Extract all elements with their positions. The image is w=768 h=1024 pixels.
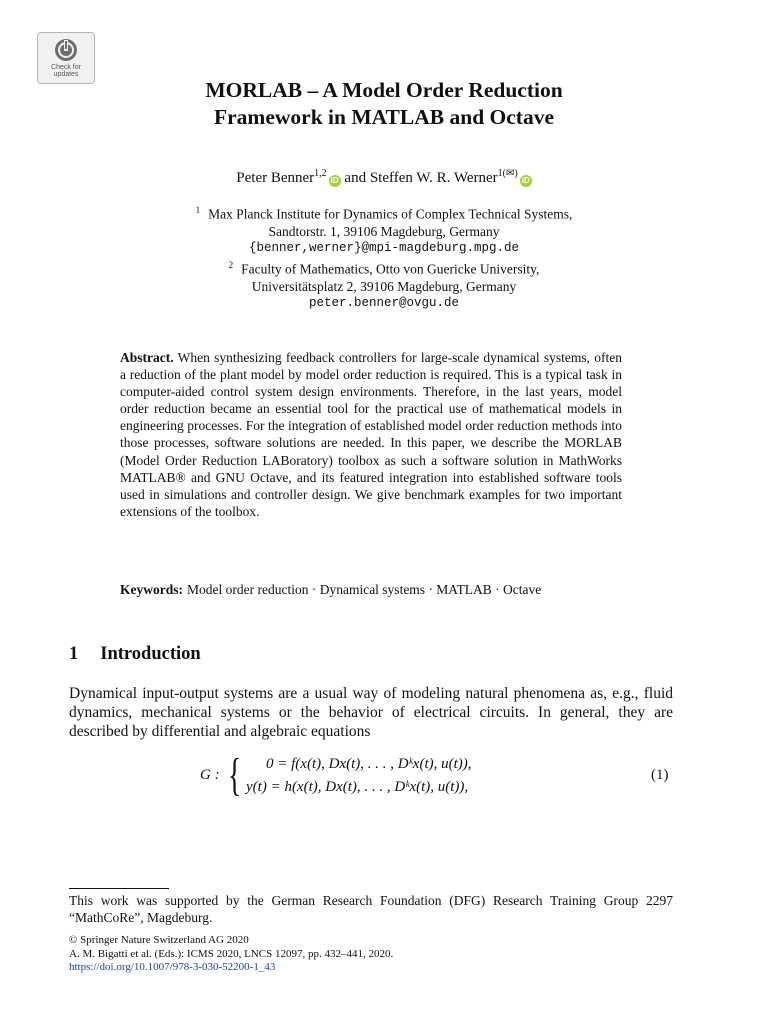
check-for-updates-icon (53, 37, 79, 63)
footnote: This work was supported by the German Research Foundation (DFG) Research Training Group 2297 “MathCoRe”, Magdeburg. (69, 893, 673, 926)
citation-line: A. M. Bigatti et al. (Eds.): ICMS 2020, LNCS 12097, pp. 432–441, 2020. (69, 947, 394, 960)
affil-2-line-1: Faculty of Mathematics, Otto von Guericke University, (241, 261, 540, 277)
abstract-label: Abstract. (120, 350, 174, 365)
abstract (120, 349, 622, 520)
intro-paragraph: Dynamical input-output systems are a usual way of modeling natural phenomena as, e.g., fluid dynamics, mechanical systems or the behavior of electrical circuits. In general, they are described by differential and algebraic equations (69, 685, 673, 741)
abstract-text: When synthesizing feedback controllers for large-scale dynamical systems, often a reduction of the plant model by model order reduction is required. This is a typical task in computer-aided control system design environments. Therefore, in the last years, model order reduction became an essential tool for the practical use of mathematical models in engineering processes. For the integration of established model order reduction methods into those processes, software solutions are needed. In this paper, we describe the MORLAB (Model Order Reduction LABoratory) toolbox as such a software solution in MathWorks MATLAB® and GNU Octave, and its featured integration into established software tools used in simulations and controller design. We give benchmark examples for two important extensions of the toolbox. (120, 350, 622, 519)
section-number: 1 (69, 644, 79, 664)
equation-line-1: 0 = f(x(t), Dx(t), . . . , Dᵏx(t), u(t)), (266, 756, 472, 772)
footnote-rule (69, 888, 169, 889)
paper-title (0, 77, 768, 131)
doi-link[interactable]: https://doi.org/10.1007/978-3-030-52200-1_43 (69, 961, 276, 973)
affil-1-line-2: Sandtorstr. 1, 39106 Magdeburg, Germany (268, 223, 500, 239)
equation-brace: { (228, 749, 242, 800)
equation-1 (0, 750, 768, 806)
affil-2-line-2: Universitätsplatz 2, 39106 Magdeburg, Germany (251, 279, 517, 295)
section-heading (69, 644, 201, 665)
equation-number: (1) (651, 767, 669, 783)
author-conjunction: and (344, 170, 367, 186)
title-line-1: MORLAB – A Model Order Reduction (205, 78, 563, 102)
section-title: Introduction (100, 644, 201, 664)
equation-line-2: y(t) = h(x(t), Dx(t), . . . , Dᵏx(t), u(t)), (246, 779, 469, 795)
keywords-label: Keywords: (120, 582, 183, 597)
author-1-name: Peter Benner (236, 170, 315, 186)
check-for-updates-label: Check for updates (51, 64, 81, 78)
copyright-line: © Springer Nature Switzerland AG 2020 (69, 934, 249, 946)
affil-2-email[interactable]: peter.benner@ovgu.de (308, 296, 460, 311)
orcid-icon[interactable]: iD (330, 176, 339, 185)
author-list (0, 168, 768, 187)
keywords-text: Model order reduction · Dynamical systems · MATLAB · Octave (187, 582, 542, 597)
affil-1-email[interactable]: {benner,werner}@mpi-magdeburg.mpg.de (248, 241, 520, 256)
equation-lhs: G : (200, 767, 220, 783)
affil-1-line-1: Max Planck Institute for Dynamics of Complex Technical Systems, (208, 206, 573, 222)
keywords (120, 581, 622, 598)
affil-2-num: 2 (228, 260, 234, 271)
author-2-affil: 1(✉) (497, 168, 518, 179)
affiliations (0, 202, 768, 313)
copyright-block (69, 934, 393, 975)
affil-1-num: 1 (195, 205, 201, 215)
orcid-icon[interactable]: iD (521, 176, 530, 185)
author-2-name: Steffen W. R. Werner (369, 170, 498, 186)
title-line-2: Framework in MATLAB and Octave (214, 105, 554, 129)
author-1-affil: 1,2 (314, 168, 327, 179)
